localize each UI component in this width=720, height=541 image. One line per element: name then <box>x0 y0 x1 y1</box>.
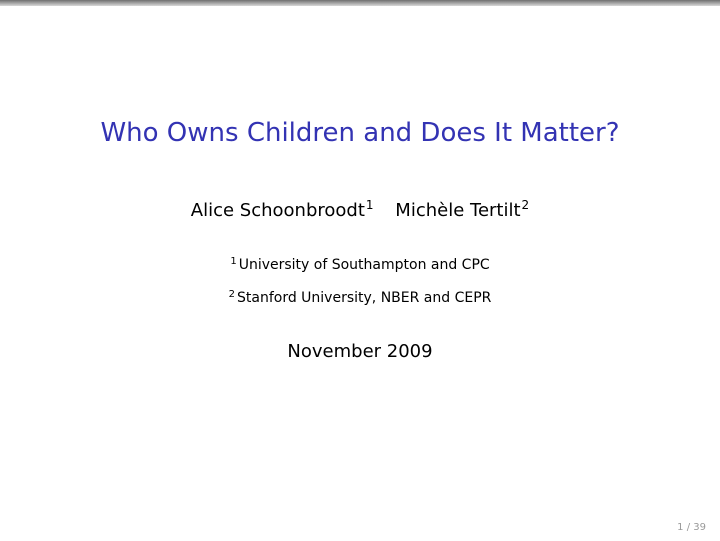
affiliation-1-text: University of Southampton and CPC <box>238 257 490 273</box>
author-1-mark: 1 <box>365 198 374 212</box>
author-2-mark: 2 <box>521 198 530 212</box>
affiliation-2 <box>0 290 720 306</box>
author-2 <box>395 200 529 221</box>
affiliation-1 <box>0 257 720 273</box>
top-decorative-bar <box>0 0 720 6</box>
author-1 <box>191 200 374 221</box>
page-number: 1 / 39 <box>677 522 706 533</box>
author-2-name: Michèle Tertilt <box>395 200 521 221</box>
affiliation-2-text: Stanford University, NBER and CEPR <box>237 290 492 306</box>
slide-title: Who Owns Children and Does It Matter? <box>100 118 620 148</box>
affiliation-1-mark: 1 <box>230 256 237 267</box>
presentation-date: November 2009 <box>287 341 433 362</box>
author-list <box>0 200 720 221</box>
author-1-name: Alice Schoonbroodt <box>190 200 365 221</box>
affiliation-2-mark: 2 <box>228 289 235 300</box>
